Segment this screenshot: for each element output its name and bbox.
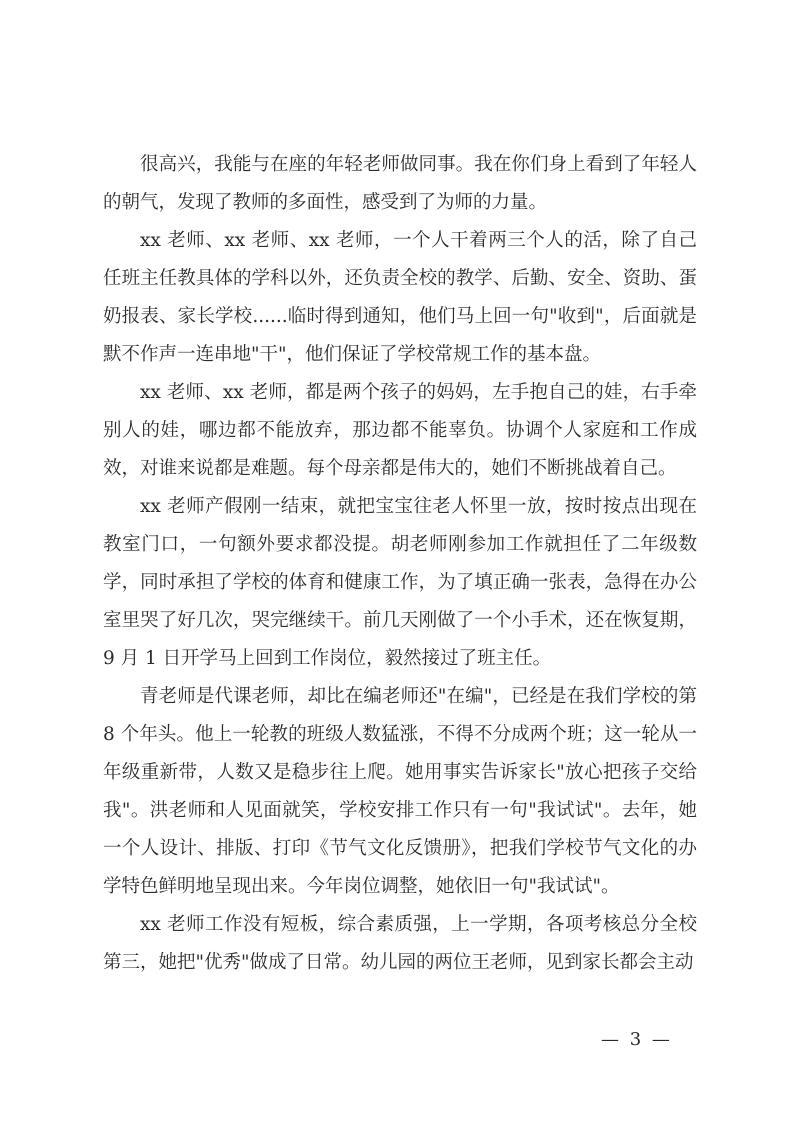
paragraph-maternity-and-hu-teacher: xx 老师产假刚一结束，就把宝宝往老人怀里一放，按时按点出现在教室门口，一句额外要求都没提。胡老师刚参加工作就担任了二年级数学，同时承担了学校的体育和健康工作，为了填正确一张表，急得在办公室里哭了好几次，哭完继续干。前几天刚做了一个小手术，还在恢复期，9 月 1 日开学马上回到工作岗位，毅然接过了班主任。: [103, 496, 697, 669]
paragraph-teachers-workload: xx 老师、xx 老师、xx 老师，一个人干着两三个人的活，除了自己任班主任教具体的学科以外，还负责全校的教学、后勤、安全、资助、蛋奶报表、家长学校......临时得到通知，他们马上回一句"收到"，后面就是默不作声一连串地"干"，他们保证了学校常规工作的基本盘。: [103, 230, 697, 365]
paragraph-intro: 很高兴，我能与在座的年轻老师做同事。我在你们身上看到了年轻人的朝气，发现了教师的多面性，感受到了为师的力量。: [103, 154, 697, 213]
document-body: [103, 146, 697, 982]
paragraph-qing-and-hong-teacher: 青老师是代课老师，却比在编老师还"在编"，已经是在我们学校的第 8 个年头。他上一轮教的班级人数猛涨，不得不分成两个班；这一轮从一年级重新带，人数又是稳步往上爬。她用事实告诉家长"放心把孩子交给我"。洪老师和人见面就笑，学校安排工作只有一句"我试试"。去年，她一个人设计、排版、打印《节气文化反馈册》，把我们学校节气文化的办学特色鲜明地呈现出来。今年岗位调整，她依旧一句"我试试"。: [103, 686, 697, 897]
paragraph-mother-teachers: xx 老师、xx 老师，都是两个孩子的妈妈，左手抱自己的娃，右手牵别人的娃，哪边都不能放弃，那边都不能辜负。协调个人家庭和工作成效，对谁来说都是难题。每个母亲都是伟大的，她们不断挑战着自己。: [103, 382, 697, 479]
paragraph-excellent-teacher: xx 老师工作没有短板，综合素质强，上一学期，各项考核总分全校第三，她把"优秀"做成了日常。幼儿园的两位王老师，见到家长都会主动: [103, 914, 697, 973]
page-number: — 3 —: [601, 1029, 670, 1050]
